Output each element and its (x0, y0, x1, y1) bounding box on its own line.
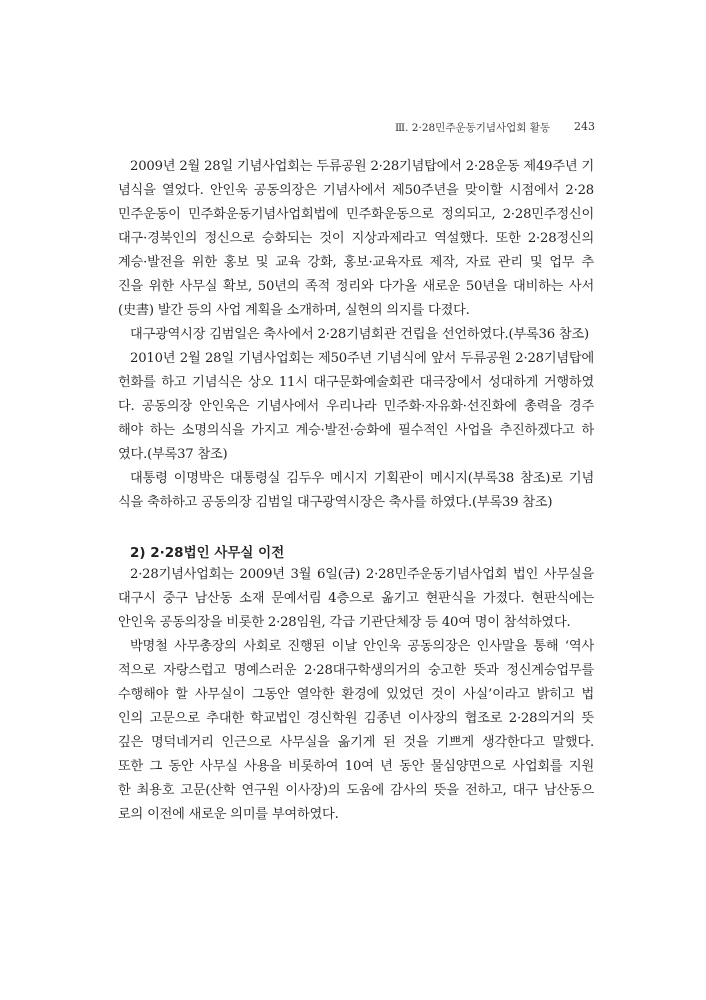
paragraph-line: 념식을 열었다. 안인욱 공동의장은 기념사에서 제50주년을 맞이할 시점에서 2·28 (118, 183, 594, 198)
paragraph-line: 또한 그 동안 사무실 사용을 비롯하여 10여 년 동안 물심양면으로 사업회를 지원 (118, 759, 594, 774)
paragraph-line: 수행해야 할 사무실이 그동안 열악한 환경에 있었던 것이 사실’이라고 밝히고 법 (118, 687, 594, 702)
running-title: Ⅲ. 2·28민주운동기념사업회 활동 (395, 122, 551, 134)
paragraph-line: 한 최용호 고문(산학 연구원 이사장)의 도움에 감사의 뜻을 전하고, 대구 남산동으 (118, 783, 594, 798)
paragraph-line: 박명철 사무총장의 사회로 진행된 이날 안인욱 공동의장은 인사말을 통해 ‘역사 (130, 639, 594, 654)
paragraph-line: 2·28기념사업회는 2009년 3월 6일(금) 2·28민주운동기념사업회 법인 사무실을 (130, 567, 594, 582)
paragraph-line: 깊은 명덕네거리 인근으로 사무실을 옮기게 된 것을 기쁘게 생각한다고 말했다. (118, 735, 594, 750)
paragraph-line: 식을 축하하고 공동의장 김범일 대구광역시장은 축사를 하였다.(부록39 참조) (118, 495, 553, 510)
paragraph-line: 대구·경북인의 정신으로 승화되는 것이 지상과제라고 역설했다. 또한 2·28정신의 (118, 231, 594, 246)
paragraph-line: (史書) 발간 등의 사업 계획을 소개하며, 실현의 의지를 다졌다. (118, 303, 470, 318)
paragraph-line: 헌화를 하고 기념식은 상오 11시 대구문화예술회관 대극장에서 성대하게 거행하였 (118, 375, 594, 390)
paragraph-line: 해야 하는 소명의식을 가지고 계승·발전·승화에 필수적인 사업을 추진하겠다고 하 (118, 423, 594, 438)
paragraph-line: 계승·발전을 위한 홍보 및 교육 강화, 홍보·교육자료 제작, 자료 관리 및 업무 추 (118, 255, 594, 270)
page-number: 243 (574, 120, 595, 133)
paragraph-line: 2010년 2월 28일 기념사업회는 제50주년 기념식에 앞서 두류공원 2·28기념탑에 (130, 351, 594, 366)
paragraph-line: 2009년 2월 28일 기념사업회는 두류공원 2·28기념탑에서 2·28운동 제49주년 기 (130, 159, 594, 174)
paragraph-line: 다. 공동의장 안인욱은 기념사에서 우리나라 민주화·자유화·선진화에 총력을 경주 (118, 399, 594, 414)
paragraph-line: 민주운동이 민주화운동기념사업회법에 민주화운동으로 정의되고, 2·28민주정신이 (118, 207, 594, 222)
paragraph-line: 로의 이전에 새로운 의미를 부여하였다. (118, 807, 339, 822)
paragraph-line: 인의 고문으로 추대한 학교법인 경신학원 김종년 이사장의 협조로 2·28의거의 뜻 (118, 711, 594, 726)
paragraph-line: 대구시 중구 남산동 소재 문예서림 4층으로 옮기고 현판식을 가졌다. 현판식에는 (118, 591, 594, 606)
paragraph-line: 적으로 자랑스럽고 명예스러운 2·28대구학생의거의 숭고한 뜻과 정신계승업무를 (118, 663, 594, 678)
running-header (395, 120, 595, 135)
paragraph-line: 대구광역시장 김범일은 축사에서 2·28기념회관 건립을 선언하였다.(부록36 참조) (130, 327, 589, 342)
section-heading: 2) 2·28법인 사무실 이전 (130, 545, 285, 561)
paragraph-line: 대통령 이명박은 대통령실 김두우 메시지 기획관이 메시지(부록38 참조)로 기념 (130, 471, 594, 486)
paragraph-line: 안인욱 공동의장을 비롯한 2·28임원, 각급 기관단체장 등 40여 명이 참석하였다. (118, 615, 571, 630)
paragraph-line: 였다.(부록37 참조) (118, 447, 228, 462)
paragraph-line: 진을 위한 사무실 확보, 50년의 족적 정리와 다가올 새로운 50년을 대비하는 사서 (118, 279, 594, 294)
